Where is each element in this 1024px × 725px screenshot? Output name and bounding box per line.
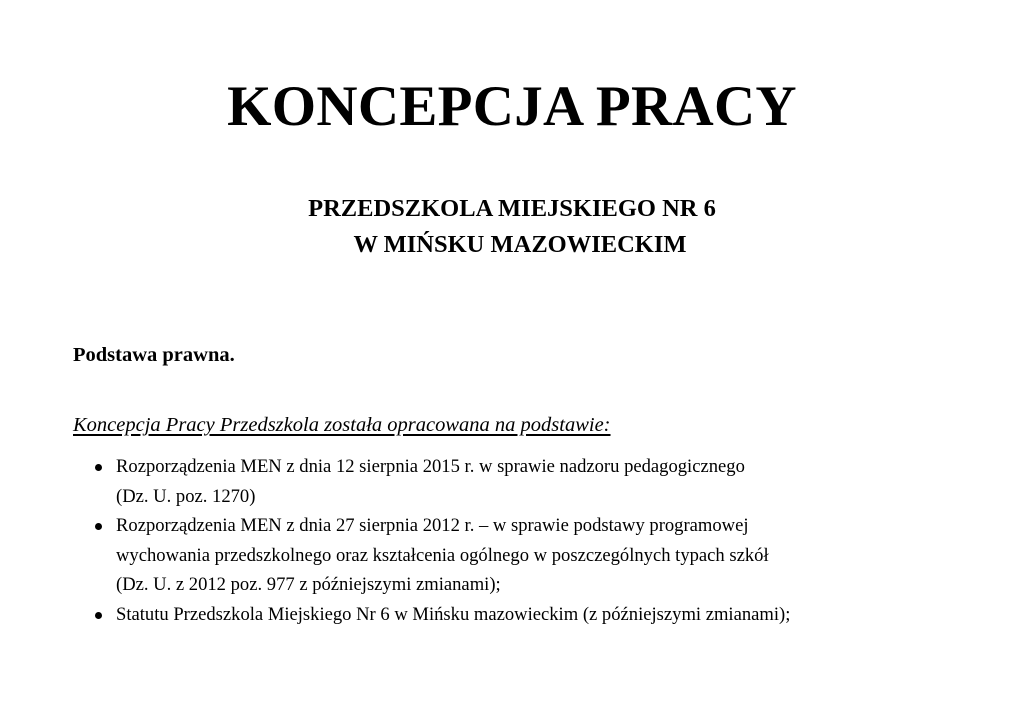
list-item-line: wychowania przedszkolnego oraz kształcenia ogólnego w poszczególnych typach szkół [116,544,769,566]
list-item-line: (Dz. U. z 2012 poz. 977 z późniejszymi zmianami); [116,574,501,595]
document-subtitle-line-1: PRZEDSZKOLA MIEJSKIEGO NR 6 [308,195,716,222]
document-title: KONCEPCJA PRACY [227,75,797,138]
document-subtitle-line-2: W MIŃSKU MAZOWIECKIM [353,231,687,258]
bullet-icon [95,612,102,619]
list-item [0,600,976,630]
list-item [0,511,976,600]
legal-basis-list [0,452,976,629]
list-item-line: Rozporządzenia MEN z dnia 27 sierpnia 2012 r. – w sprawie podstawy programowej [116,515,749,536]
list-item [0,452,976,511]
bullet-icon [95,523,102,530]
list-item-line: Rozporządzenia MEN z dnia 12 sierpnia 2015 r. w sprawie nadzoru pedagogicznego [116,456,745,477]
intro-text: Koncepcja Pracy Przedszkola została opracowana na podstawie: [73,414,611,436]
section-heading: Podstawa prawna. [73,344,235,366]
list-item-line: (Dz. U. poz. 1270) [116,485,256,507]
list-item-line: Statutu Przedszkola Miejskiego Nr 6 w Mińsku mazowieckim (z późniejszymi zmianami); [116,603,791,625]
bullet-icon [95,464,102,471]
